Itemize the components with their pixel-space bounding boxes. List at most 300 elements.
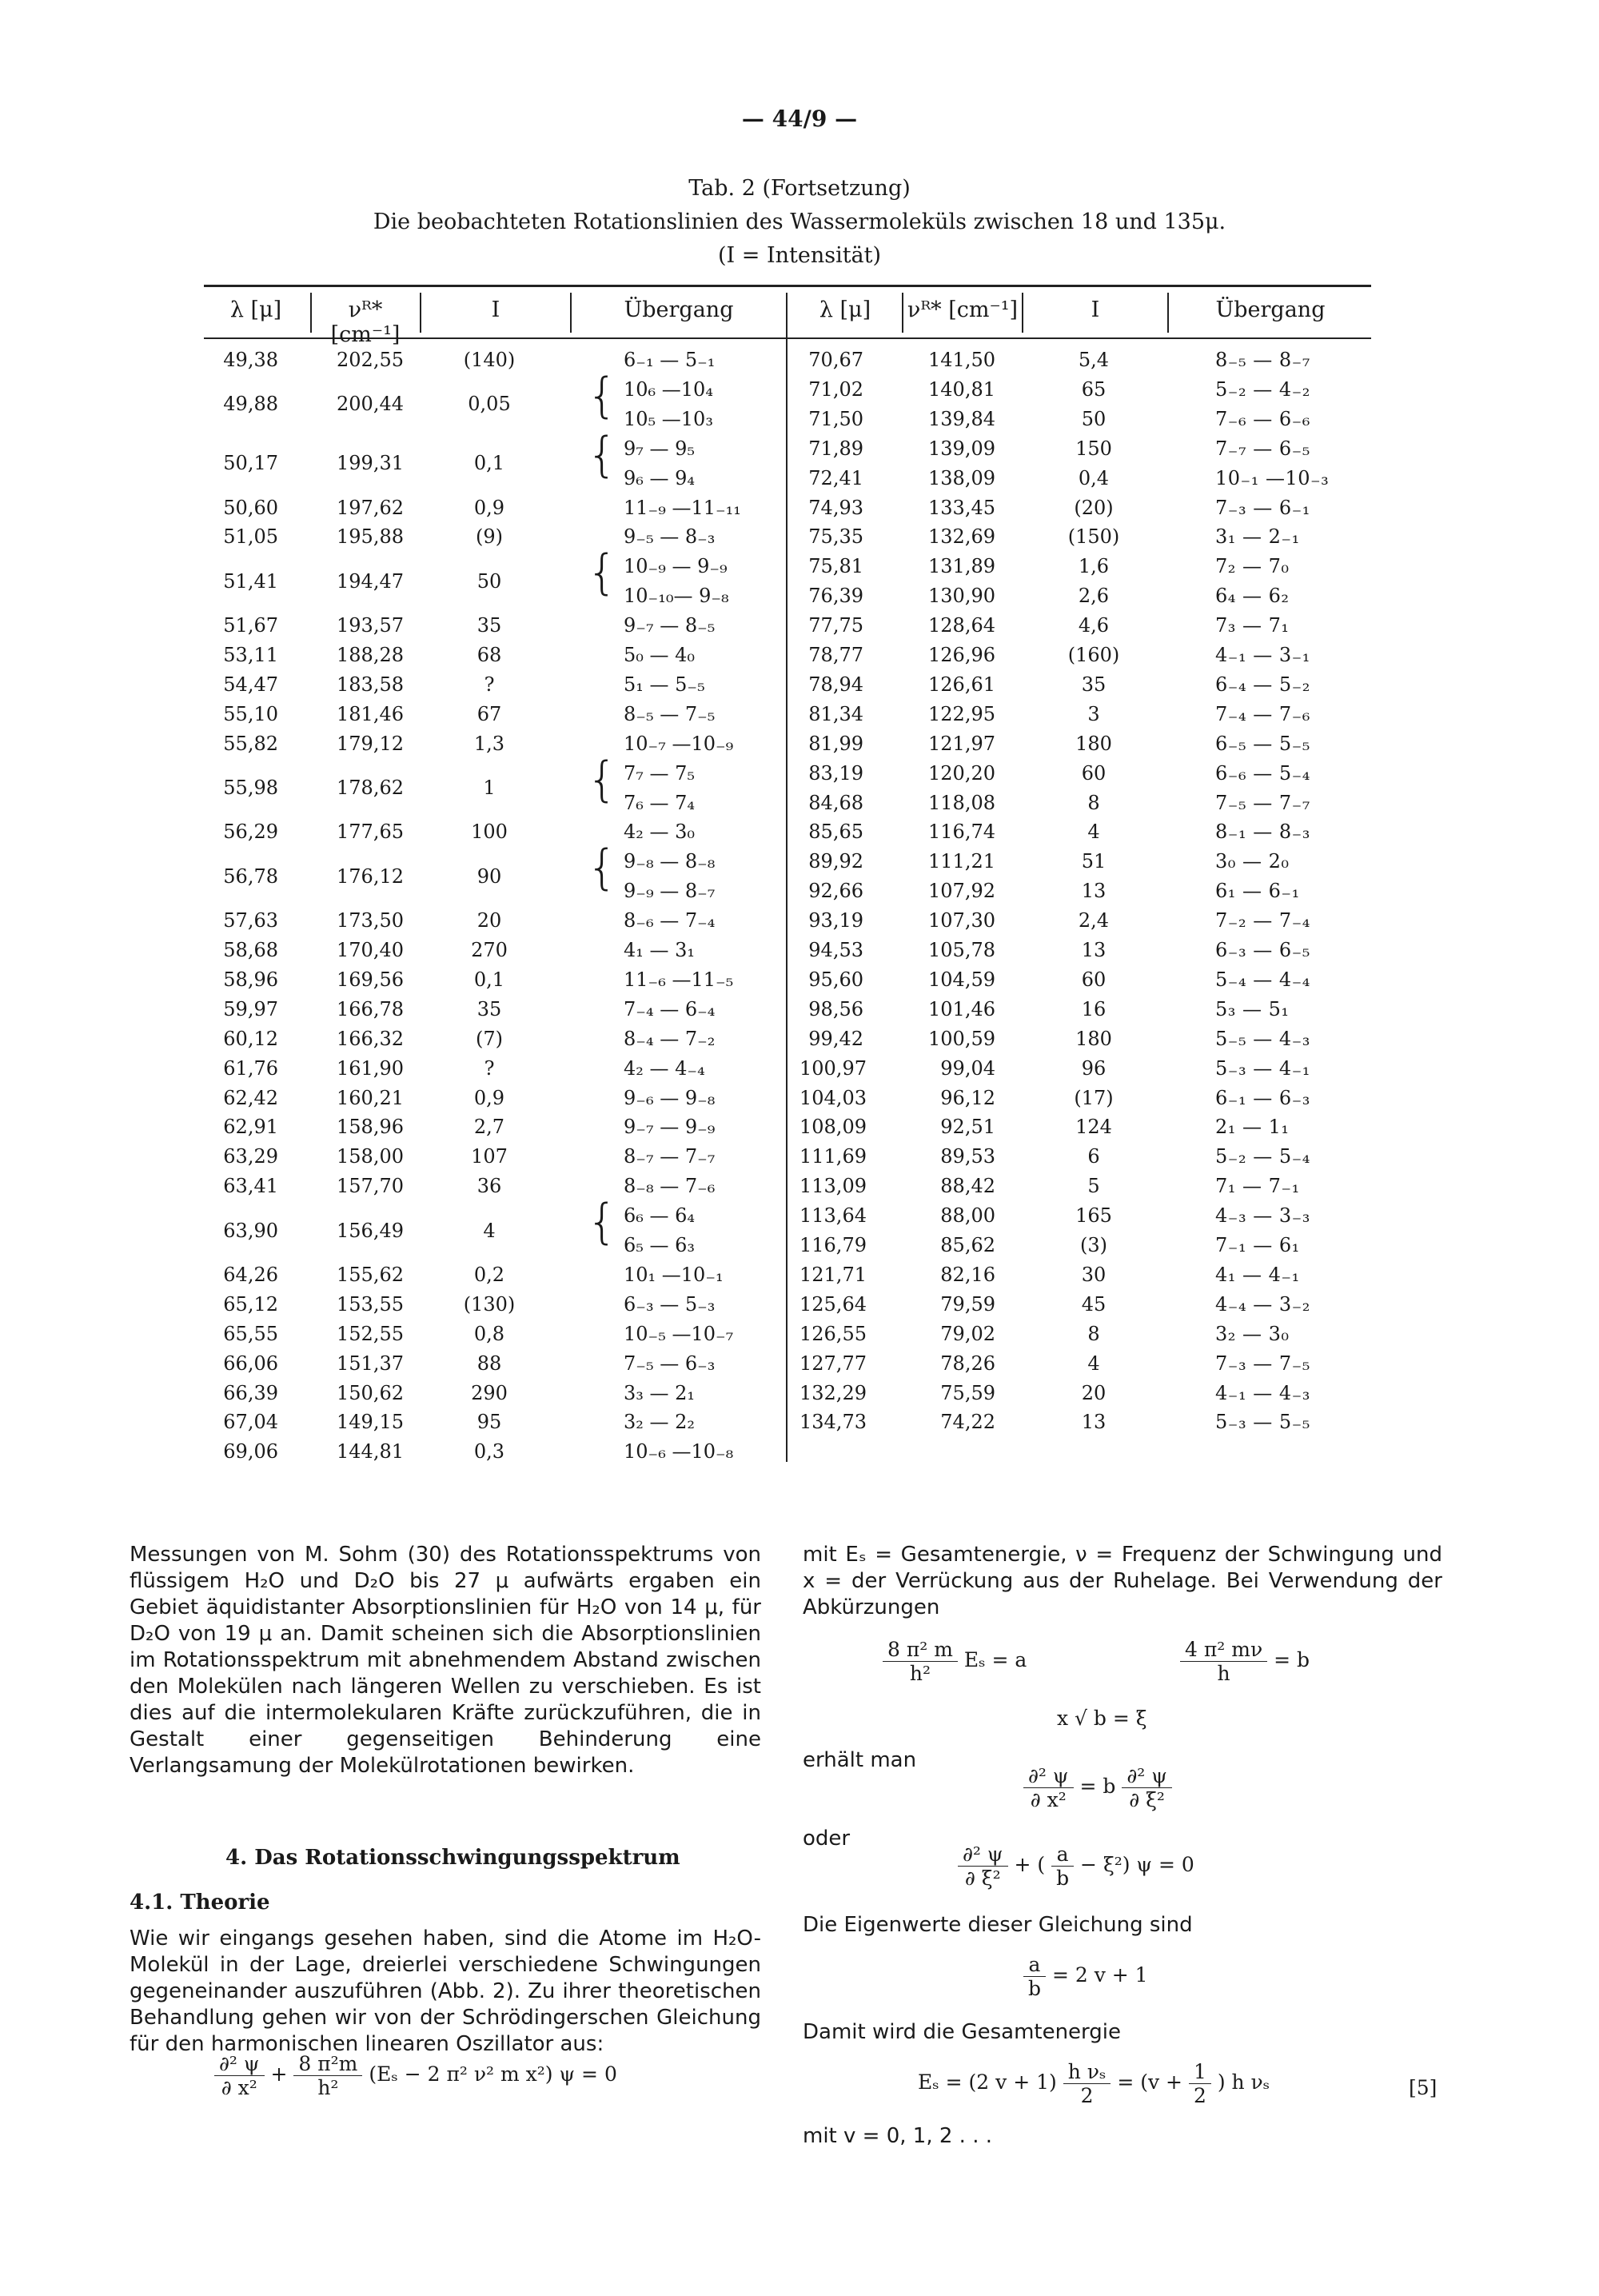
cell-intensity: (160) xyxy=(1067,644,1120,666)
equation-abbrev-b xyxy=(1180,1638,1310,1685)
cell-wavelength: 111,69 xyxy=(800,1145,867,1168)
eq-numerator: ∂² ψ xyxy=(1122,1764,1172,1788)
cell-transition: 2₁ — 1₁ xyxy=(1215,1116,1290,1139)
paragraph-definitions-text: mit Eₛ = Gesamtenergie, ν = Frequenz der Schwingung und x = der Verrückung aus der Ruhelage. Bei Verwendung der Abkürzungen xyxy=(803,1543,1442,1619)
eq-operator: + ( xyxy=(1014,1853,1046,1876)
cell-transition: 7₁ — 7₋₁ xyxy=(1215,1175,1300,1198)
cell-intensity: 51 xyxy=(1081,850,1107,873)
eq-numerator: a xyxy=(1051,1843,1074,1867)
cell-transition: 7₋₄ — 7₋₆ xyxy=(1215,702,1310,725)
header-wavenumber-right: νᴿ* [cm⁻¹] xyxy=(907,297,1019,322)
cell-wavenumber: 111,21 xyxy=(928,850,995,873)
label-gesamtenergie: Damit wird die Gesamtenergie xyxy=(803,2020,1122,2044)
cell-wavenumber: 79,02 xyxy=(940,1322,995,1345)
cell-intensity: 107 xyxy=(471,1145,508,1168)
cell-intensity: 45 xyxy=(1081,1292,1107,1316)
cell-wavelength: 81,99 xyxy=(808,732,863,755)
cell-transition: 6₆ — 6₄ xyxy=(624,1204,696,1228)
cell-wavenumber: 151,37 xyxy=(337,1352,404,1375)
header-wavenumber-left: νᴿ* [cm⁻¹] xyxy=(330,297,401,347)
cell-wavelength: 55,98 xyxy=(223,777,278,800)
cell-wavenumber: 178,62 xyxy=(337,777,404,800)
cell-wavelength: 58,68 xyxy=(223,939,278,961)
cell-wavelength: 78,94 xyxy=(808,673,863,696)
cell-transition: 7₃ — 7₁ xyxy=(1215,614,1290,637)
cell-wavenumber: 144,81 xyxy=(337,1440,404,1463)
brace-symbol: { xyxy=(587,367,618,424)
label-eigenwerte: Die Eigenwerte dieser Gleichung sind xyxy=(803,1913,1193,1937)
cell-wavenumber: 79,59 xyxy=(940,1292,995,1316)
cell-wavelength: 99,42 xyxy=(808,1027,863,1050)
eq-operator: + xyxy=(270,2062,288,2086)
table-column-rule xyxy=(570,293,572,333)
equation-transformed xyxy=(1023,1764,1172,1811)
table-column-rule xyxy=(1022,293,1023,333)
cell-wavenumber: 122,95 xyxy=(928,702,995,725)
eq-numerator: 4 π² mν xyxy=(1180,1638,1267,1662)
cell-wavelength: 66,39 xyxy=(223,1381,278,1404)
cell-transition: 5₋₂ — 5₋₄ xyxy=(1215,1145,1310,1168)
cell-transition: 5₃ — 5₁ xyxy=(1215,997,1290,1020)
cell-transition: 8₋₁ — 8₋₃ xyxy=(1215,821,1310,844)
cell-intensity: 65 xyxy=(1081,377,1107,401)
cell-wavelength: 67,04 xyxy=(223,1411,278,1434)
equation-eigenvalues xyxy=(1023,1953,1148,2000)
cell-wavelength: 108,09 xyxy=(800,1116,867,1139)
cell-intensity: 20 xyxy=(477,909,502,932)
cell-transition: 7₋₄ — 6₋₄ xyxy=(624,997,716,1020)
brace-symbol: { xyxy=(587,545,618,601)
cell-transition: 3₀ — 2₀ xyxy=(1215,850,1290,873)
cell-wavenumber: 195,88 xyxy=(337,525,404,549)
cell-wavenumber: 89,53 xyxy=(940,1145,995,1168)
brace-symbol: { xyxy=(587,751,618,808)
brace-symbol: { xyxy=(587,426,618,483)
cell-wavelength: 116,79 xyxy=(800,1234,867,1256)
cell-intensity: 50 xyxy=(1081,407,1107,430)
equation-abbrev-xi: x √ b = ξ xyxy=(1057,1707,1147,1730)
cell-wavenumber: 104,59 xyxy=(928,968,995,991)
cell-transition: 7₋₆ — 6₋₆ xyxy=(1215,407,1310,430)
cell-wavelength: 85,65 xyxy=(808,821,863,844)
cell-wavenumber: 131,89 xyxy=(928,555,995,578)
cell-transition: 11₋₆ —11₋₅ xyxy=(624,968,734,991)
cell-transition: 6₄ — 6₂ xyxy=(1215,585,1290,608)
cell-wavenumber: 138,09 xyxy=(928,466,995,489)
eq-body: Eₛ = a xyxy=(963,1648,1027,1671)
table-center-rule xyxy=(786,293,788,1462)
eq-denominator: ∂ ξ² xyxy=(964,1867,1001,1890)
cell-intensity: 3 xyxy=(1087,702,1100,725)
cell-wavelength: 50,60 xyxy=(223,496,278,519)
cell-wavenumber: 197,62 xyxy=(337,496,404,519)
cell-intensity: 2,7 xyxy=(473,1116,505,1139)
cell-intensity: 290 xyxy=(471,1381,508,1404)
table-top-rule xyxy=(204,285,1371,287)
cell-wavenumber: 166,78 xyxy=(337,997,404,1020)
page-number: — 44/9 — xyxy=(741,106,858,132)
cell-transition: 5₀ — 4₀ xyxy=(624,644,696,666)
cell-wavelength: 93,19 xyxy=(808,909,863,932)
cell-intensity: 35 xyxy=(477,614,502,637)
table-caption-legend: (I = Intensität) xyxy=(717,243,882,268)
eq-numerator: 1 xyxy=(1189,2060,1211,2084)
cell-wavenumber: 160,21 xyxy=(337,1086,404,1109)
equation-hermite-form xyxy=(958,1843,1194,1890)
cell-transition: 7₋₂ — 7₋₄ xyxy=(1215,909,1310,932)
label-mit-v: mit v = 0, 1, 2 . . . xyxy=(803,2124,992,2148)
eq-numerator: ∂² ψ xyxy=(958,1843,1008,1867)
cell-intensity: (20) xyxy=(1074,496,1114,519)
cell-wavelength: 71,89 xyxy=(808,437,863,460)
cell-intensity: (17) xyxy=(1074,1086,1114,1109)
brace-symbol: { xyxy=(587,1194,618,1251)
cell-intensity: 5,4 xyxy=(1078,349,1110,371)
cell-wavelength: 134,73 xyxy=(800,1411,867,1434)
cell-wavelength: 54,47 xyxy=(223,673,278,696)
cell-transition: 8₋₅ — 7₋₅ xyxy=(624,702,716,725)
cell-intensity: (7) xyxy=(476,1027,503,1050)
cell-wavelength: 53,11 xyxy=(223,644,278,666)
cell-wavelength: 55,82 xyxy=(223,732,278,755)
eq-denominator: ∂ x² xyxy=(1030,1788,1067,1811)
header-wavelength-right: λ [μ] xyxy=(819,297,871,322)
cell-intensity: 13 xyxy=(1081,880,1107,903)
section-heading-4-1: 4.1. Theorie xyxy=(130,1891,270,1915)
cell-transition: 10₅ —10₃ xyxy=(624,407,713,430)
cell-transition: 9₋₅ — 8₋₃ xyxy=(624,525,716,549)
cell-intensity: 150 xyxy=(1075,437,1112,460)
cell-intensity: 4,6 xyxy=(1078,614,1110,637)
cell-wavelength: 113,64 xyxy=(800,1204,867,1228)
cell-wavelength: 75,81 xyxy=(808,555,863,578)
cell-wavenumber: 188,28 xyxy=(337,644,404,666)
cell-wavenumber: 158,96 xyxy=(337,1116,404,1139)
cell-transition: 6₋₆ — 5₋₄ xyxy=(1215,761,1310,785)
cell-intensity: (3) xyxy=(1080,1234,1107,1256)
cell-wavelength: 57,63 xyxy=(223,909,278,932)
eq-operator: = b xyxy=(1079,1775,1116,1798)
cell-wavelength: 121,71 xyxy=(800,1263,867,1286)
cell-wavenumber: 156,49 xyxy=(337,1219,404,1242)
cell-transition: 10₋₁₀— 9₋₈ xyxy=(624,585,729,608)
cell-transition: 9₋₆ — 9₋₈ xyxy=(624,1086,716,1109)
cell-intensity: 35 xyxy=(1081,673,1107,696)
cell-wavenumber: 194,47 xyxy=(337,569,404,593)
cell-wavenumber: 100,59 xyxy=(928,1027,995,1050)
header-transition-left: Übergang xyxy=(624,297,734,322)
cell-transition: 7₆ — 7₄ xyxy=(624,791,696,814)
cell-transition: 8₋₅ — 8₋₇ xyxy=(1215,349,1310,371)
cell-transition: 7₂ — 7₀ xyxy=(1215,555,1290,578)
cell-wavelength: 63,29 xyxy=(223,1145,278,1168)
section-heading-4: 4. Das Rotationsschwingungsspektrum xyxy=(225,1846,680,1870)
eq-numerator: ∂² ψ xyxy=(1023,1764,1074,1788)
cell-intensity: 88 xyxy=(477,1352,502,1375)
cell-intensity: 13 xyxy=(1081,939,1107,961)
cell-transition: 7₋₅ — 7₋₇ xyxy=(1215,791,1310,814)
cell-wavelength: 62,91 xyxy=(223,1116,278,1139)
eq-body: = 2 v + 1 xyxy=(1051,1963,1148,1987)
cell-transition: 3₂ — 3₀ xyxy=(1215,1322,1290,1345)
cell-intensity: 1,6 xyxy=(1078,555,1110,578)
cell-transition: 10₆ —10₄ xyxy=(624,377,713,401)
cell-transition: 4₋₁ — 3₋₁ xyxy=(1215,644,1310,666)
cell-intensity: 0,1 xyxy=(473,452,505,475)
cell-wavelength: 66,06 xyxy=(223,1352,278,1375)
cell-wavelength: 70,67 xyxy=(808,349,863,371)
cell-transition: 7₋₃ — 6₋₁ xyxy=(1215,496,1310,519)
cell-wavenumber: 74,22 xyxy=(940,1411,995,1434)
cell-intensity: 0,4 xyxy=(1078,466,1110,489)
cell-intensity: 6 xyxy=(1087,1145,1100,1168)
equation-schroedinger xyxy=(214,2052,617,2099)
cell-transition: 8₋₇ — 7₋₇ xyxy=(624,1145,716,1168)
cell-transition: 9₆ — 9₄ xyxy=(624,466,696,489)
cell-intensity: 1 xyxy=(483,777,496,800)
cell-intensity: 8 xyxy=(1087,791,1100,814)
cell-wavenumber: 88,42 xyxy=(940,1175,995,1198)
cell-wavelength: 81,34 xyxy=(808,702,863,725)
cell-wavelength: 69,06 xyxy=(223,1440,278,1463)
eq-numerator: h νₛ xyxy=(1063,2060,1111,2084)
cell-transition: 6₅ — 6₃ xyxy=(624,1234,696,1256)
cell-intensity: 180 xyxy=(1075,732,1112,755)
eq-denominator: b xyxy=(1028,1977,1042,2000)
cell-transition: 7₋₅ — 6₋₃ xyxy=(624,1352,716,1375)
cell-wavenumber: 82,16 xyxy=(940,1263,995,1286)
cell-transition: 6₋₁ — 5₋₁ xyxy=(624,349,716,371)
cell-intensity: 30 xyxy=(1081,1263,1107,1286)
cell-wavelength: 100,97 xyxy=(800,1056,867,1080)
cell-wavenumber: 139,84 xyxy=(928,407,995,430)
cell-wavelength: 59,97 xyxy=(223,997,278,1020)
cell-transition: 5₋₃ — 4₋₁ xyxy=(1215,1056,1310,1080)
cell-transition: 3₃ — 2₁ xyxy=(624,1381,696,1404)
cell-transition: 3₁ — 2₋₁ xyxy=(1215,525,1300,549)
paragraph-sohm-text: Messungen von M. Sohm (30) des Rotationsspektrums von flüssigem H₂O und D₂O bis 27 μ aufwärts ergaben ein Gebiet äquidistanter Absorptionslinien für H₂O von 14 μ, für D₂O von 19 μ an. Damit scheinen sich die Absorptionslinien im Rotationsspektrum mit abnehmendem Abstand zwischen den Molekülen nach längeren Wellen zu verschieben. Es ist dies auf die intermolekularen Kräfte zurückzuführen, die in Gestalt einer gegenseitigen Behinderung eine Verlangsamung der Molekülrotationen bewirken. xyxy=(130,1543,761,1778)
cell-transition: 4₂ — 4₋₄ xyxy=(624,1056,705,1080)
table-column-rule xyxy=(1167,293,1169,333)
cell-wavelength: 84,68 xyxy=(808,791,863,814)
cell-transition: 10₁ —10₋₁ xyxy=(624,1263,724,1286)
eq-denominator: ∂ x² xyxy=(221,2076,257,2099)
cell-wavenumber: 193,57 xyxy=(337,614,404,637)
cell-wavenumber: 92,51 xyxy=(940,1116,995,1139)
cell-transition: 6₋₃ — 5₋₃ xyxy=(624,1292,716,1316)
cell-intensity: 50 xyxy=(477,569,502,593)
cell-intensity: 165 xyxy=(1075,1204,1112,1228)
cell-wavelength: 74,93 xyxy=(808,496,863,519)
cell-intensity: 90 xyxy=(477,864,502,888)
cell-wavenumber: 200,44 xyxy=(337,393,404,416)
label-oder: oder xyxy=(803,1827,851,1851)
eq-numerator: ∂² ψ xyxy=(214,2052,265,2076)
eq-body: − ξ²) ψ = 0 xyxy=(1080,1853,1194,1876)
cell-wavenumber: 149,15 xyxy=(337,1411,404,1434)
equation-number: [5] xyxy=(1409,2076,1438,2099)
cell-wavenumber: 99,04 xyxy=(940,1056,995,1080)
cell-wavenumber: 75,59 xyxy=(940,1381,995,1404)
cell-wavenumber: 183,58 xyxy=(337,673,404,696)
cell-transition: 10₋₉ — 9₋₉ xyxy=(624,555,728,578)
cell-wavenumber: 105,78 xyxy=(928,939,995,961)
cell-wavelength: 55,10 xyxy=(223,702,278,725)
cell-wavelength: 132,29 xyxy=(800,1381,867,1404)
cell-transition: 10₋₆ —10₋₈ xyxy=(624,1440,734,1463)
cell-wavenumber: 177,65 xyxy=(337,821,404,844)
eq-denominator: 2 xyxy=(1193,2084,1206,2107)
cell-wavenumber: 128,64 xyxy=(928,614,995,637)
cell-wavelength: 51,41 xyxy=(223,569,278,593)
table-caption-description: Die beobachteten Rotationslinien des Wassermoleküls zwischen 18 und 135μ. xyxy=(373,210,1226,234)
cell-wavelength: 49,88 xyxy=(223,393,278,416)
cell-wavenumber: 132,69 xyxy=(928,525,995,549)
cell-wavelength: 76,39 xyxy=(808,585,863,608)
cell-intensity: (140) xyxy=(463,349,516,371)
cell-intensity: 100 xyxy=(471,821,508,844)
eq-denominator: h² xyxy=(909,1662,931,1685)
cell-wavenumber: 152,55 xyxy=(337,1322,404,1345)
cell-wavenumber: 121,97 xyxy=(928,732,995,755)
eq-numerator: 8 π²m xyxy=(293,2052,362,2076)
equation-total-energy xyxy=(918,2060,1270,2107)
cell-intensity: 0,2 xyxy=(473,1263,505,1286)
eq-denominator: h² xyxy=(317,2076,339,2099)
cell-wavelength: 71,02 xyxy=(808,377,863,401)
cell-wavelength: 104,03 xyxy=(800,1086,867,1109)
cell-wavelength: 98,56 xyxy=(808,997,863,1020)
cell-wavelength: 92,66 xyxy=(808,880,863,903)
cell-transition: 4₁ — 4₋₁ xyxy=(1215,1263,1300,1286)
cell-transition: 10₋₇ —10₋₉ xyxy=(624,732,734,755)
cell-wavelength: 89,92 xyxy=(808,850,863,873)
cell-wavelength: 77,75 xyxy=(808,614,863,637)
cell-transition: 8₋₄ — 7₋₂ xyxy=(624,1027,716,1050)
cell-intensity: 0,05 xyxy=(468,393,511,416)
brace-symbol: { xyxy=(587,840,618,896)
cell-intensity: 1,3 xyxy=(473,732,505,755)
table-caption-title: Tab. 2 (Fortsetzung) xyxy=(688,176,911,201)
cell-wavenumber: 107,30 xyxy=(928,909,995,932)
cell-transition: 3₂ — 2₂ xyxy=(624,1411,696,1434)
eq-body: = b xyxy=(1274,1648,1310,1671)
header-wavelength-left: λ [μ] xyxy=(229,297,282,322)
cell-intensity: 13 xyxy=(1081,1411,1107,1434)
cell-intensity: 95 xyxy=(477,1411,502,1434)
cell-intensity: 2,6 xyxy=(1078,585,1110,608)
cell-intensity: 16 xyxy=(1081,997,1107,1020)
cell-wavenumber: 153,55 xyxy=(337,1292,404,1316)
cell-wavenumber: 96,12 xyxy=(940,1086,995,1109)
cell-wavelength: 65,55 xyxy=(223,1322,278,1345)
cell-transition: 10₋₅ —10₋₇ xyxy=(624,1322,734,1345)
eq-body: Eₛ = (2 v + 1) xyxy=(918,2070,1057,2094)
cell-wavenumber: 101,46 xyxy=(928,997,995,1020)
cell-wavelength: 60,12 xyxy=(223,1027,278,1050)
eq-body: ) h νₛ xyxy=(1217,2070,1270,2094)
cell-wavelength: 51,05 xyxy=(223,525,278,549)
cell-wavenumber: 158,00 xyxy=(337,1145,404,1168)
cell-wavelength: 50,17 xyxy=(223,452,278,475)
cell-transition: 6₁ — 6₋₁ xyxy=(1215,880,1300,903)
cell-wavelength: 75,35 xyxy=(808,525,863,549)
cell-transition: 7₋₁ — 6₁ xyxy=(1215,1234,1300,1256)
cell-intensity: 0,1 xyxy=(473,968,505,991)
cell-wavelength: 61,76 xyxy=(223,1056,278,1080)
cell-wavenumber: 78,26 xyxy=(940,1352,995,1375)
cell-wavenumber: 116,74 xyxy=(928,821,995,844)
cell-intensity: 0,9 xyxy=(473,1086,505,1109)
eq-body: (Eₛ − 2 π² ν² m x²) ψ = 0 xyxy=(369,2062,617,2086)
eq-denominator: h xyxy=(1217,1662,1230,1685)
cell-intensity: 270 xyxy=(471,939,508,961)
cell-intensity: 8 xyxy=(1087,1322,1100,1345)
cell-wavenumber: 199,31 xyxy=(337,452,404,475)
paragraph-definitions xyxy=(803,1542,1442,1621)
cell-transition: 6₋₅ — 5₋₅ xyxy=(1215,732,1310,755)
eq-numerator: 8 π² m xyxy=(883,1638,958,1662)
paragraph-sohm xyxy=(130,1542,761,1779)
table-column-rule xyxy=(902,293,903,333)
eq-numerator: a xyxy=(1023,1953,1046,1977)
cell-transition: 5₋₂ — 4₋₂ xyxy=(1215,377,1310,401)
paragraph-theory xyxy=(130,1926,761,2058)
cell-wavelength: 63,41 xyxy=(223,1175,278,1198)
cell-wavelength: 94,53 xyxy=(808,939,863,961)
cell-transition: 4₁ — 3₁ xyxy=(624,939,696,961)
cell-wavenumber: 166,32 xyxy=(337,1027,404,1050)
cell-transition: 7₋₇ — 6₋₅ xyxy=(1215,437,1310,460)
cell-intensity: 0,9 xyxy=(473,496,505,519)
cell-wavenumber: 118,08 xyxy=(928,791,995,814)
cell-wavenumber: 126,61 xyxy=(928,673,995,696)
header-intensity-left: I xyxy=(491,297,500,322)
cell-wavelength: 113,09 xyxy=(800,1175,867,1198)
cell-wavelength: 78,77 xyxy=(808,644,863,666)
cell-transition: 6₋₄ — 5₋₂ xyxy=(1215,673,1310,696)
cell-wavelength: 51,67 xyxy=(223,614,278,637)
cell-transition: 7₇ — 7₅ xyxy=(624,761,696,785)
cell-transition: 4₋₃ — 3₋₃ xyxy=(1215,1204,1310,1228)
cell-intensity: 124 xyxy=(1075,1116,1112,1139)
cell-wavenumber: 133,45 xyxy=(928,496,995,519)
cell-transition: 9₋₉ — 8₋₇ xyxy=(624,880,716,903)
eq-denominator: 2 xyxy=(1080,2084,1094,2107)
cell-intensity: 2,4 xyxy=(1078,909,1110,932)
eq-denominator: b xyxy=(1056,1867,1070,1890)
cell-intensity: 0,3 xyxy=(473,1440,505,1463)
cell-transition: 7₋₃ — 7₋₅ xyxy=(1215,1352,1310,1375)
cell-transition: 5₋₃ — 5₋₅ xyxy=(1215,1411,1310,1434)
cell-wavelength: 63,90 xyxy=(223,1219,278,1242)
cell-wavenumber: 107,92 xyxy=(928,880,995,903)
cell-wavenumber: 161,90 xyxy=(337,1056,404,1080)
cell-wavenumber: 170,40 xyxy=(337,939,404,961)
cell-wavelength: 71,50 xyxy=(808,407,863,430)
cell-intensity: ? xyxy=(484,673,495,696)
eq-denominator: ∂ ξ² xyxy=(1129,1788,1165,1811)
cell-transition: 9₋₈ — 8₋₈ xyxy=(624,850,716,873)
cell-wavenumber: 85,62 xyxy=(940,1234,995,1256)
cell-transition: 4₋₄ — 3₋₂ xyxy=(1215,1292,1310,1316)
cell-intensity: 35 xyxy=(477,997,502,1020)
cell-wavenumber: 176,12 xyxy=(337,864,404,888)
cell-wavenumber: 126,96 xyxy=(928,644,995,666)
cell-intensity: 0,8 xyxy=(473,1322,505,1345)
cell-intensity: 4 xyxy=(1087,821,1100,844)
cell-transition: 8₋₈ — 7₋₆ xyxy=(624,1175,716,1198)
